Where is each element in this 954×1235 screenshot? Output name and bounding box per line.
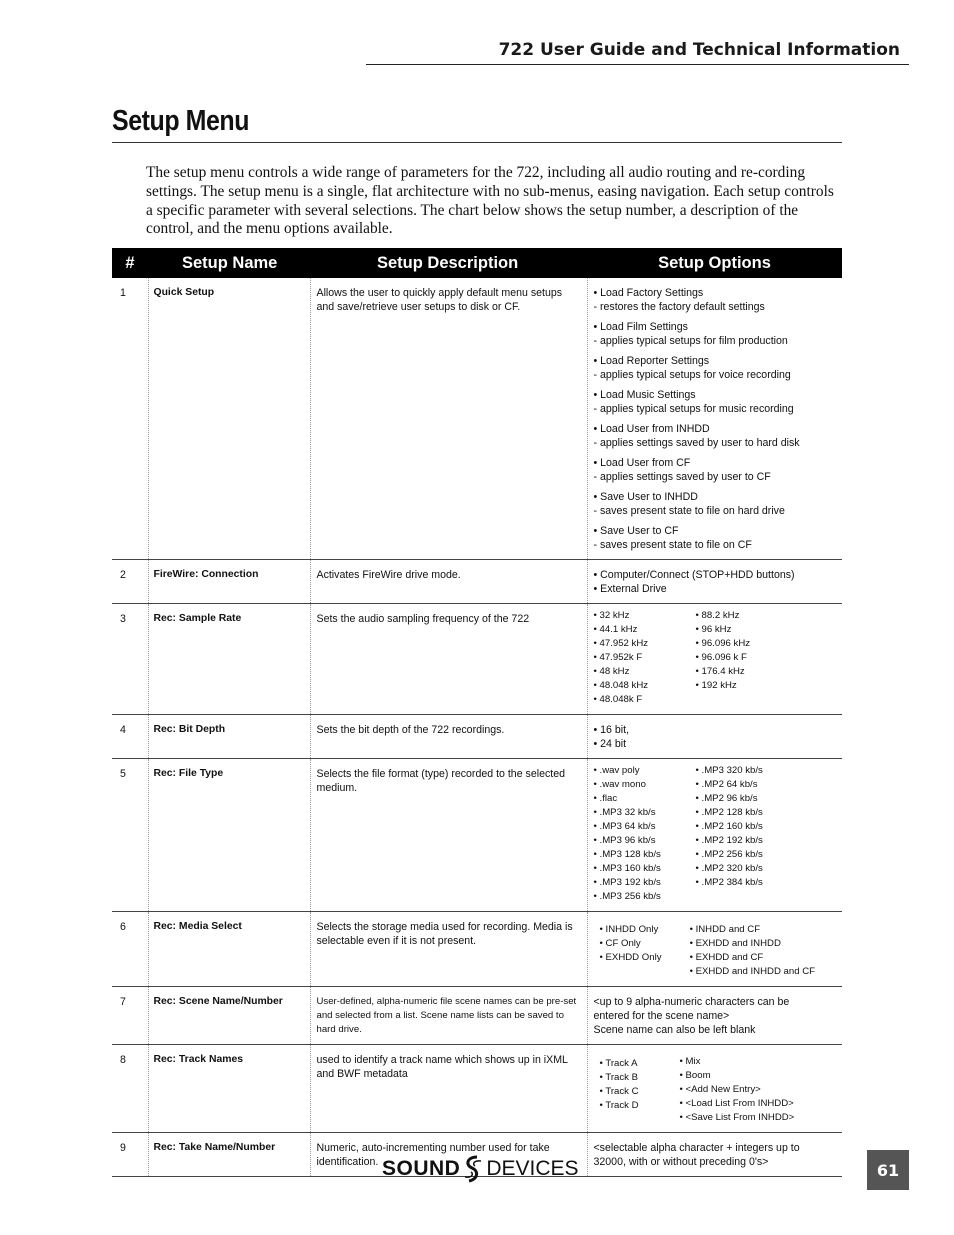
option-line: • Boom bbox=[679, 1070, 711, 1081]
option-note: - applies settings saved by user to hard disk bbox=[593, 437, 800, 449]
header-setup-options: Setup Options bbox=[587, 248, 842, 278]
setup-options bbox=[587, 560, 842, 604]
setup-name: Rec: Take Name/Number bbox=[148, 1133, 310, 1177]
option-note: - restores the factory default settings bbox=[593, 301, 765, 313]
logo-swirl-icon bbox=[461, 1154, 485, 1184]
option-line: • .MP3 160 kb/s bbox=[593, 863, 661, 874]
options-column-2 bbox=[690, 923, 838, 979]
option-line: • 48.048 kHz bbox=[593, 680, 649, 691]
option-group bbox=[594, 320, 839, 348]
option-line: • .flac bbox=[593, 793, 618, 804]
setup-name: Rec: Track Names bbox=[148, 1045, 310, 1133]
option-line: • .MP3 32 kb/s bbox=[593, 807, 656, 818]
row-number: 5 bbox=[112, 759, 148, 912]
table-row bbox=[112, 912, 842, 987]
option-line: • 24 bit bbox=[593, 738, 627, 750]
table-row bbox=[112, 715, 842, 759]
option-group bbox=[594, 422, 839, 450]
table-row bbox=[112, 1045, 842, 1133]
row-number: 6 bbox=[112, 912, 148, 987]
intro-paragraph: The setup menu controls a wide range of parameters for the 722, including all audio routing and re-cording settings. The setup menu is a single, flat architecture with no sub-menus, easing navigation. Each setup controls a specific parameter with several selections. The chart below shows the setup number, a description of the control, and the menu options available. bbox=[146, 164, 834, 238]
setup-name: Rec: Media Select bbox=[148, 912, 310, 987]
option-note: - saves present state to file on hard drive bbox=[593, 505, 785, 517]
setup-description: Allows the user to quickly apply default menu setups and save/retrieve user setups to disk or CF. bbox=[310, 278, 587, 560]
option-line: • 96 kHz bbox=[695, 624, 732, 635]
options-column-2 bbox=[680, 1055, 830, 1125]
option-line: • .MP2 192 kb/s bbox=[695, 835, 763, 846]
option-line: • Load Factory Settings bbox=[593, 287, 704, 299]
option-line: • EXHDD Only bbox=[599, 952, 662, 963]
row-number: 1 bbox=[112, 278, 148, 560]
option-line: • 96.096 kHz bbox=[695, 638, 751, 649]
setup-name: Rec: Bit Depth bbox=[148, 715, 310, 759]
setup-options bbox=[587, 1133, 842, 1177]
option-note: - saves present state to file on CF bbox=[593, 539, 752, 551]
header-rule bbox=[366, 64, 909, 65]
row-number: 9 bbox=[112, 1133, 148, 1177]
setup-description: Sets the bit depth of the 722 recordings. bbox=[310, 715, 587, 759]
setup-options bbox=[587, 987, 842, 1045]
option-line: • 88.2 kHz bbox=[695, 610, 740, 621]
option-line: • Load User from INHDD bbox=[593, 423, 710, 435]
option-line: • .MP2 96 kb/s bbox=[695, 793, 758, 804]
row-number: 4 bbox=[112, 715, 148, 759]
option-line: • .MP3 256 kb/s bbox=[593, 891, 661, 902]
title-rule bbox=[112, 142, 842, 143]
table-row bbox=[112, 604, 842, 715]
option-line: • .MP2 320 kb/s bbox=[695, 863, 763, 874]
setup-name: Quick Setup bbox=[148, 278, 310, 560]
option-line: • 192 kHz bbox=[695, 680, 737, 691]
option-group bbox=[594, 524, 839, 552]
header-num: # bbox=[112, 248, 148, 278]
option-line: • Track B bbox=[599, 1072, 639, 1083]
page-title: Setup Menu bbox=[112, 105, 250, 137]
option-note: - applies typical setups for music recording bbox=[593, 403, 794, 415]
option-line: • 32 kHz bbox=[593, 610, 630, 621]
setup-options bbox=[587, 1045, 842, 1133]
setup-name: FireWire: Connection bbox=[148, 560, 310, 604]
option-line: • .MP3 64 kb/s bbox=[593, 821, 656, 832]
setup-name: Rec: Sample Rate bbox=[148, 604, 310, 715]
option-line: • .MP2 160 kb/s bbox=[695, 821, 763, 832]
option-line: • Computer/Connect (STOP+HDD buttons) bbox=[593, 569, 795, 581]
option-line: • Load Music Settings bbox=[593, 389, 696, 401]
setup-options bbox=[587, 604, 842, 715]
table-row bbox=[112, 560, 842, 604]
setup-description: Activates FireWire drive mode. bbox=[310, 560, 587, 604]
logo-word-devices: DEVICES bbox=[486, 1157, 579, 1180]
option-line: • .MP2 128 kb/s bbox=[695, 807, 763, 818]
option-line: • .MP2 64 kb/s bbox=[695, 779, 758, 790]
option-line: • Save User to INHDD bbox=[593, 491, 698, 503]
row-number: 3 bbox=[112, 604, 148, 715]
option-line: • <Save List From INHDD> bbox=[679, 1112, 795, 1123]
option-line: • Track D bbox=[599, 1100, 639, 1111]
option-line: • INHDD and CF bbox=[689, 924, 761, 935]
option-line: • INHDD Only bbox=[599, 924, 659, 935]
option-line: • .MP2 256 kb/s bbox=[695, 849, 763, 860]
option-line: • Load Film Settings bbox=[593, 321, 688, 333]
setup-options bbox=[587, 278, 842, 560]
table-row bbox=[112, 278, 842, 560]
option-line: • EXHDD and INHDD and CF bbox=[689, 966, 816, 977]
sound-devices-logo bbox=[382, 1154, 579, 1184]
options-column-1 bbox=[594, 764, 696, 904]
setup-description: Selects the file format (type) recorded to the selected medium. bbox=[310, 759, 587, 912]
setup-options bbox=[587, 912, 842, 987]
option-note: - applies typical setups for voice recording bbox=[593, 369, 791, 381]
option-line: • .wav mono bbox=[593, 779, 646, 790]
row-number: 8 bbox=[112, 1045, 148, 1133]
option-group bbox=[594, 354, 839, 382]
option-line: • .MP3 128 kb/s bbox=[593, 849, 661, 860]
option-note: - applies settings saved by user to CF bbox=[593, 471, 771, 483]
option-line: • Load User from CF bbox=[593, 457, 691, 469]
options-column-2 bbox=[696, 764, 836, 904]
option-line: • 47.952k F bbox=[593, 652, 643, 663]
setup-name: Rec: Scene Name/Number bbox=[148, 987, 310, 1045]
setup-description: Selects the storage media used for recording. Media is selectable even if it is not present. bbox=[310, 912, 587, 987]
option-line: • .MP3 320 kb/s bbox=[695, 765, 763, 776]
setup-options bbox=[587, 759, 842, 912]
option-line: • .wav poly bbox=[593, 765, 640, 776]
setup-description: Sets the audio sampling frequency of the 722 bbox=[310, 604, 587, 715]
option-line: • Save User to CF bbox=[593, 525, 679, 537]
header-setup-description: Setup Description bbox=[310, 248, 587, 278]
logo-word-sound: SOUND bbox=[382, 1157, 461, 1180]
setup-description: used to identify a track name which shows up in iXML and BWF metadata bbox=[310, 1045, 587, 1133]
option-group bbox=[594, 286, 839, 314]
table-header-row bbox=[112, 248, 842, 278]
running-header: 722 User Guide and Technical Information bbox=[498, 40, 900, 60]
row-number: 7 bbox=[112, 987, 148, 1045]
option-line: • 47.952 kHz bbox=[593, 638, 649, 649]
setup-name: Rec: File Type bbox=[148, 759, 310, 912]
option-line: • .MP3 192 kb/s bbox=[593, 877, 661, 888]
setup-options bbox=[587, 715, 842, 759]
option-line: • Load Reporter Settings bbox=[593, 355, 710, 367]
option-line: • 44.1 kHz bbox=[593, 624, 638, 635]
option-line: <selectable alpha character + integers up to bbox=[593, 1142, 800, 1154]
options-column-1 bbox=[594, 609, 696, 707]
option-line: • <Add New Entry> bbox=[679, 1084, 761, 1095]
option-line: • Mix bbox=[679, 1056, 701, 1067]
option-line: • 48.048k F bbox=[593, 694, 643, 705]
option-line: <up to 9 alpha-numeric characters can be bbox=[593, 996, 790, 1008]
option-group bbox=[594, 490, 839, 518]
option-group bbox=[594, 456, 839, 484]
option-line: • 96.096 k F bbox=[695, 652, 747, 663]
table-row bbox=[112, 759, 842, 912]
option-line: 32000, with or without preceding 0's> bbox=[593, 1156, 769, 1168]
options-column-1 bbox=[594, 1055, 680, 1125]
header-setup-name: Setup Name bbox=[148, 248, 310, 278]
option-line: • CF Only bbox=[599, 938, 641, 949]
table-row bbox=[112, 987, 842, 1045]
option-line: Scene name can also be left blank bbox=[593, 1024, 756, 1036]
option-line: • 48 kHz bbox=[593, 666, 630, 677]
options-column-2 bbox=[696, 609, 836, 707]
option-line: • EXHDD and INHDD bbox=[689, 938, 781, 949]
option-line: • External Drive bbox=[593, 583, 667, 595]
option-line: • EXHDD and CF bbox=[689, 952, 764, 963]
option-line: • 16 bit, bbox=[593, 724, 630, 736]
option-line: entered for the scene name> bbox=[593, 1010, 730, 1022]
option-line: • Track A bbox=[599, 1058, 638, 1069]
option-line: • <Load List From INHDD> bbox=[679, 1098, 794, 1109]
option-group bbox=[594, 388, 839, 416]
option-note: - applies typical setups for film production bbox=[593, 335, 788, 347]
option-line: • Track C bbox=[599, 1086, 639, 1097]
options-column-1 bbox=[594, 923, 690, 979]
setup-table bbox=[112, 248, 842, 1177]
option-line: • .MP3 96 kb/s bbox=[593, 835, 656, 846]
page-number: 61 bbox=[867, 1150, 909, 1190]
setup-description: Numeric, auto-incrementing number used for take identification. bbox=[310, 1133, 587, 1177]
setup-description: User-defined, alpha-numeric file scene names can be pre-set and selected from a list. Scene name lists can be saved to hard drive. bbox=[310, 987, 587, 1045]
option-line: • 176.4 kHz bbox=[695, 666, 745, 677]
row-number: 2 bbox=[112, 560, 148, 604]
option-line: • .MP2 384 kb/s bbox=[695, 877, 763, 888]
